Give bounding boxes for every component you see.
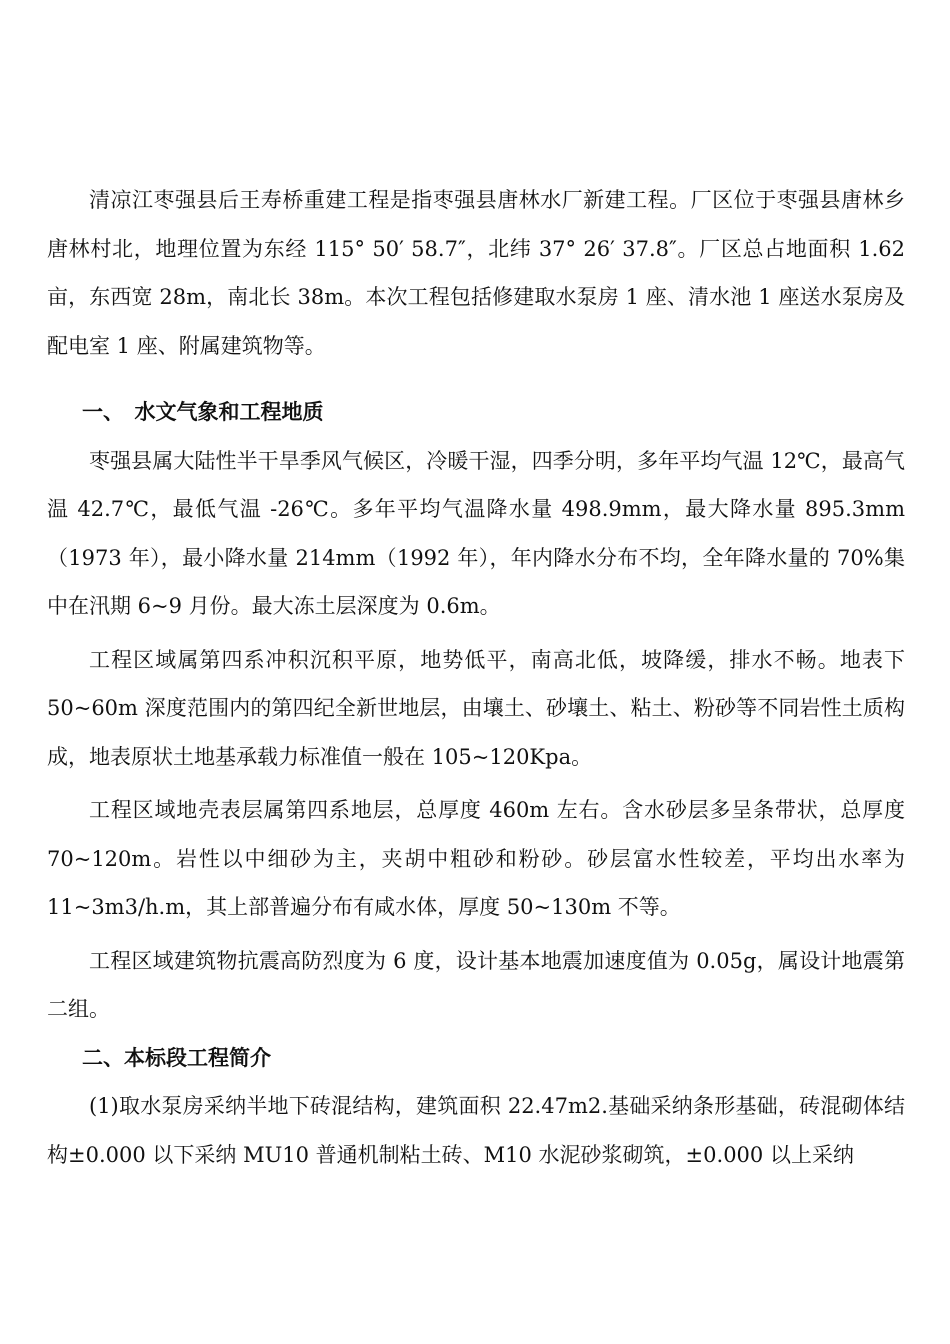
paragraph-aquifer: 工程区域地壳表层属第四系地层，总厚度 460m 左右。含水砂层多呈条带状，总厚度 70~120m。岩性以中细砂为主，夹胡中粗砂和粉砂。砂层富水性较差，平均出水率为 11~3m3/h.m，其上部普遍分布有咸水体，厚度 50~130m 不等。	[47, 798, 905, 919]
paragraph-climate: 枣强县属大陆性半干旱季风气候区，冷暖干湿，四季分明，多年平均气温 12℃，最高气温 42.7℃，最低气温 -26℃。多年平均气温降水量 498.9mm，最大降水量 895.3mm（1973 年），最小降水量 214mm（1992 年），年内降水分布不均，全年降水量的 70%集中在汛期 6~9 月份。最大冻土层深度为 0.6m。	[47, 448, 905, 618]
paragraph-seismic: 工程区域建筑物抗震高防烈度为 6 度，设计基本地震加速度值为 0.05g，属设计地震第二组。	[47, 948, 905, 1021]
paragraph-pump-house: (1)取水泵房采纳半地下砖混结构，建筑面积 22.47m2.基础采纳条形基础，砖混砌体结构±0.000 以下采纳 MU10 普通机制粘土砖、M10 水泥砂浆砌筑，±0.000 以上采纳	[47, 1094, 905, 1167]
paragraph-geology: 工程区域属第四系冲积沉积平原，地势低平，南高北低，坡降缓，排水不畅。地表下 50~60m 深度范围内的第四纪全新世地层，由壤土、砂壤土、粘土、粉砂等不同岩性土质构成，地表原状土地基承载力标准值一般在 105~120Kpa。	[47, 647, 905, 769]
section-heading-project-overview: 二、本标段工程简介	[82, 1044, 271, 1070]
section-heading-hydrology-geology: 一、 水文气象和工程地质	[82, 399, 324, 424]
document-body	[47, 176, 905, 1179]
intro-paragraph: 清凉江枣强县后王寿桥重建工程是指枣强县唐林水厂新建工程。厂区位于枣强县唐林乡唐林村北，地理位置为东经 115° 50′ 58.7″，北纬 37° 26′ 37.8″。厂区总占地面积 1.62 亩，东西宽 28m，南北长 38m。本次工程包括修建取水泵房 1 座、清水池 1 座送水泵房及配电室 1 座、附属建筑物等。	[47, 188, 905, 358]
